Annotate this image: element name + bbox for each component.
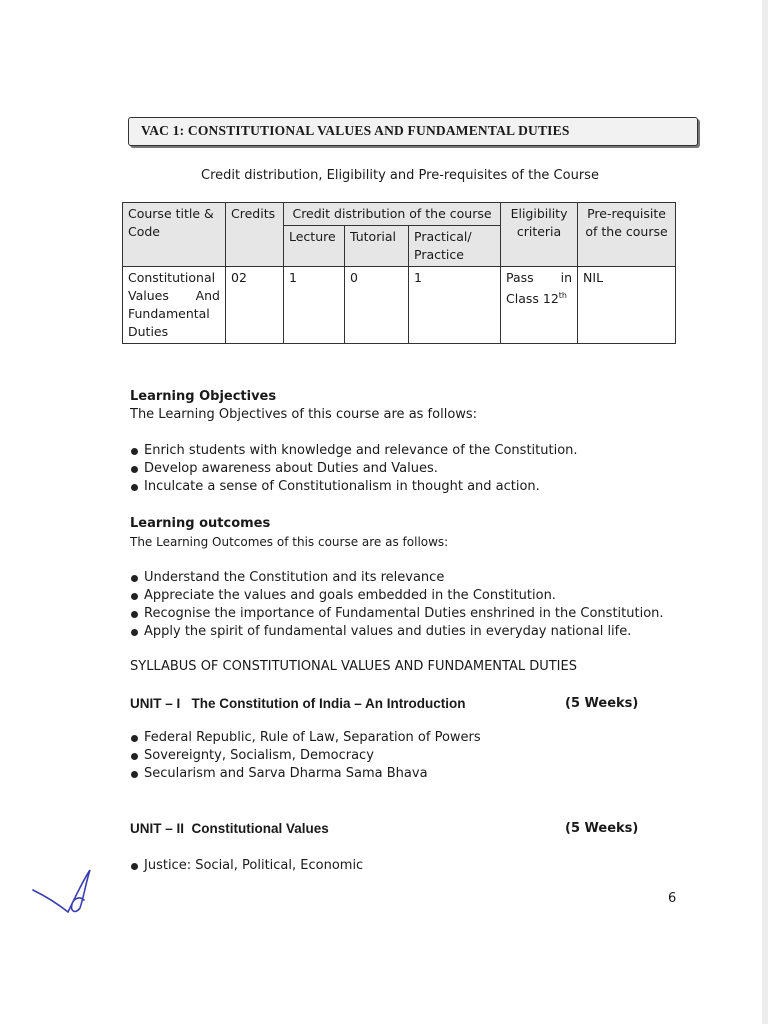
unit-1-topics — [130, 729, 481, 783]
learning-objectives — [130, 388, 578, 496]
table-caption: Credit distribution, Eligibility and Pre-requisites of the Course — [201, 168, 599, 183]
learning-outcomes — [130, 515, 664, 641]
list-item: Understand the Constitution and its relevance — [130, 569, 664, 587]
unit-1-heading — [130, 696, 466, 711]
cell-title-code: Constitutional Values And Fundamental Duties — [123, 267, 226, 344]
header-eligibility: Eligibility criteria — [501, 203, 578, 267]
cell-credits: 02 — [226, 267, 284, 344]
list-item: Develop awareness about Duties and Values. — [130, 460, 578, 478]
syllabus-heading: SYLLABUS OF CONSTITUTIONAL VALUES AND FUNDAMENTAL DUTIES — [130, 659, 577, 674]
header-prerequisite: Pre-requisite of the course — [578, 203, 676, 267]
unit-1-weeks: (5 Weeks) — [565, 696, 639, 711]
unit-1-title: The Constitution of India – An Introduction — [191, 696, 466, 711]
objectives-heading: Learning Objectives — [130, 389, 277, 404]
table-row — [123, 267, 676, 344]
credit-distribution-table — [122, 202, 676, 344]
unit-2-weeks: (5 Weeks) — [565, 821, 639, 836]
header-distribution: Credit distribution of the course — [284, 203, 501, 226]
cell-prerequisite: NIL — [578, 267, 676, 344]
cell-lecture: 1 — [284, 267, 345, 344]
list-item: Recognise the importance of Fundamental Duties enshrined in the Constitution. — [130, 605, 664, 623]
list-item: Secularism and Sarva Dharma Sama Bhava — [130, 765, 481, 783]
cell-practical: 1 — [409, 267, 501, 344]
list-item: Sovereignty, Socialism, Democracy — [130, 747, 481, 765]
course-title: VAC 1: CONSTITUTIONAL VALUES AND FUNDAMENTAL DUTIES — [141, 123, 570, 138]
list-item: Appreciate the values and goals embedded in the Constitution. — [130, 587, 664, 605]
unit-2-label: UNIT – II — [130, 821, 185, 836]
header-lecture: Lecture — [284, 226, 345, 267]
header-credits: Credits — [226, 203, 284, 267]
eligibility-class: Class 12 — [506, 291, 559, 307]
unit-2-topics — [130, 857, 363, 875]
header-practical: Practical/ Practice — [409, 226, 501, 267]
list-item: Federal Republic, Rule of Law, Separation of Powers — [130, 729, 481, 747]
unit-2-title: Constitutional Values — [191, 821, 329, 836]
outcomes-heading: Learning outcomes — [130, 516, 271, 531]
eligibility-in: in — [560, 270, 573, 285]
cell-eligibility — [501, 267, 578, 344]
unit-1-label: UNIT – I — [130, 696, 181, 711]
list-item: Apply the spirit of fundamental values and duties in everyday national life. — [130, 623, 664, 641]
course-title-box — [128, 117, 698, 146]
list-item: Justice: Social, Political, Economic — [130, 857, 363, 875]
list-item: Enrich students with knowledge and relevance of the Constitution. — [130, 442, 578, 460]
table-header-row — [123, 203, 676, 226]
header-title-code: Course title & Code — [123, 203, 226, 267]
cell-tutorial: 0 — [345, 267, 409, 344]
signature-mark — [30, 860, 100, 920]
header-tutorial: Tutorial — [345, 226, 409, 267]
eligibility-pass: Pass — [506, 270, 534, 285]
outcomes-intro: The Learning Outcomes of this course are as follows: — [130, 535, 449, 549]
objectives-intro: The Learning Objectives of this course are as follows: — [130, 407, 478, 422]
unit-2-heading — [130, 821, 329, 836]
eligibility-superscript: th — [558, 291, 568, 300]
list-item: Inculcate a sense of Constitutionalism in thought and action. — [130, 478, 578, 496]
scan-edge — [762, 0, 768, 1024]
page-number: 6 — [668, 891, 677, 906]
